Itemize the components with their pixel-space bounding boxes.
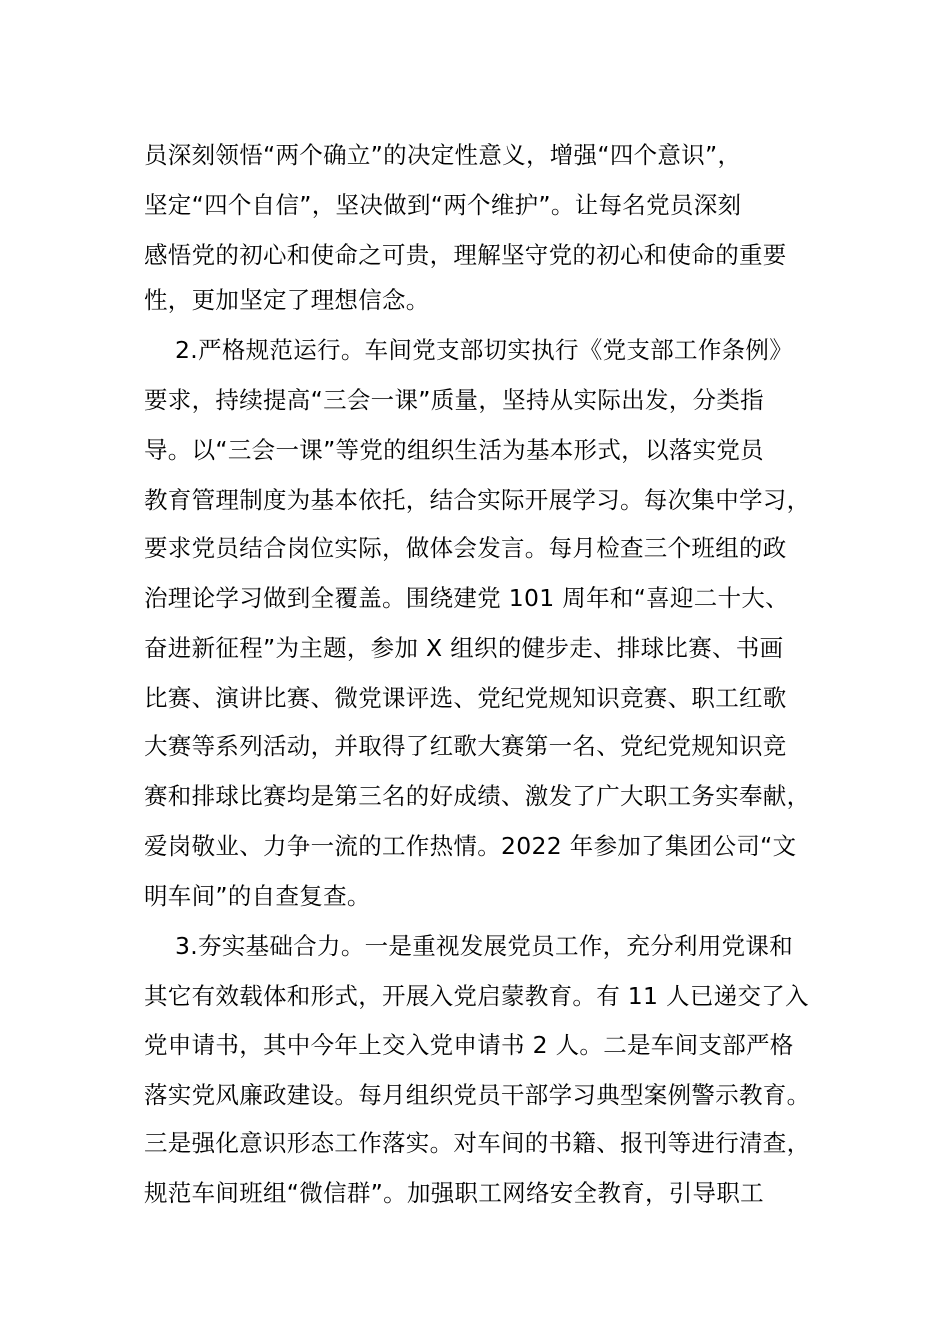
body-text-line: 其它有效载体和形式，开展入党启蒙教育。有 11 人已递交了入 <box>144 982 809 1010</box>
body-text-line: 坚定“四个自信”，坚决做到“两个维护”。让每名党员深刻 <box>144 191 742 219</box>
body-text-line: 落实党风廉政建设。每月组织党员干部学习典型案例警示教育。 <box>144 1081 811 1109</box>
body-text-line: 明车间”的自查复查。 <box>144 882 371 910</box>
body-text-line: 三是强化意识形态工作落实。对车间的书籍、报刊等进行清查， <box>144 1129 811 1157</box>
body-text-line: 治理论学习做到全覆盖。围绕建党 101 周年和“喜迎二十大、 <box>144 584 789 612</box>
paragraph-2-first-line: 2.严格规范运行。车间党支部切实执行《党支部工作条例》 <box>175 336 794 364</box>
body-text-line: 爱岗敬业、力争一流的工作热情。2022 年参加了集团公司“文 <box>144 832 797 860</box>
body-text-line: 性，更加坚定了理想信念。 <box>144 286 430 314</box>
body-text-line: 要求党员结合岗位实际，做体会发言。每月检查三个班组的政 <box>144 534 787 562</box>
body-text-line: 员深刻领悟“两个确立”的决定性意义，增强“四个意识”， <box>144 141 742 169</box>
body-text-line: 要求，持续提高“三会一课”质量，坚持从实际出发，分类指 <box>144 386 764 414</box>
body-text-line: 规范车间班组“微信群”。加强职工网络安全教育，引导职工 <box>144 1179 764 1207</box>
body-text-line: 比赛、演讲比赛、微党课评选、党纪党规知识竞赛、职工红歌 <box>144 684 787 712</box>
body-text-line: 导。以“三会一课”等党的组织生活为基本形式，以落实党员 <box>144 436 764 464</box>
body-text-line: 奋进新征程”为主题，参加 X 组织的健步走、排球比赛、书画 <box>144 634 784 662</box>
body-text-line: 大赛等系列活动，并取得了红歌大赛第一名、党纪党规知识竞 <box>144 732 787 760</box>
paragraph-3-first-line: 3.夯实基础合力。一是重视发展党员工作，充分利用党课和 <box>175 932 794 960</box>
body-text-line: 教育管理制度为基本依托，结合实际开展学习。每次集中学习， <box>144 486 811 514</box>
body-text-line: 感悟党的初心和使命之可贵，理解坚守党的初心和使命的重要 <box>144 241 787 269</box>
body-text-line: 赛和排球比赛均是第三名的好成绩、激发了广大职工务实奉献， <box>144 782 811 810</box>
body-text-line: 党申请书，其中今年上交入党申请书 2 人。二是车间支部严格 <box>144 1031 794 1059</box>
